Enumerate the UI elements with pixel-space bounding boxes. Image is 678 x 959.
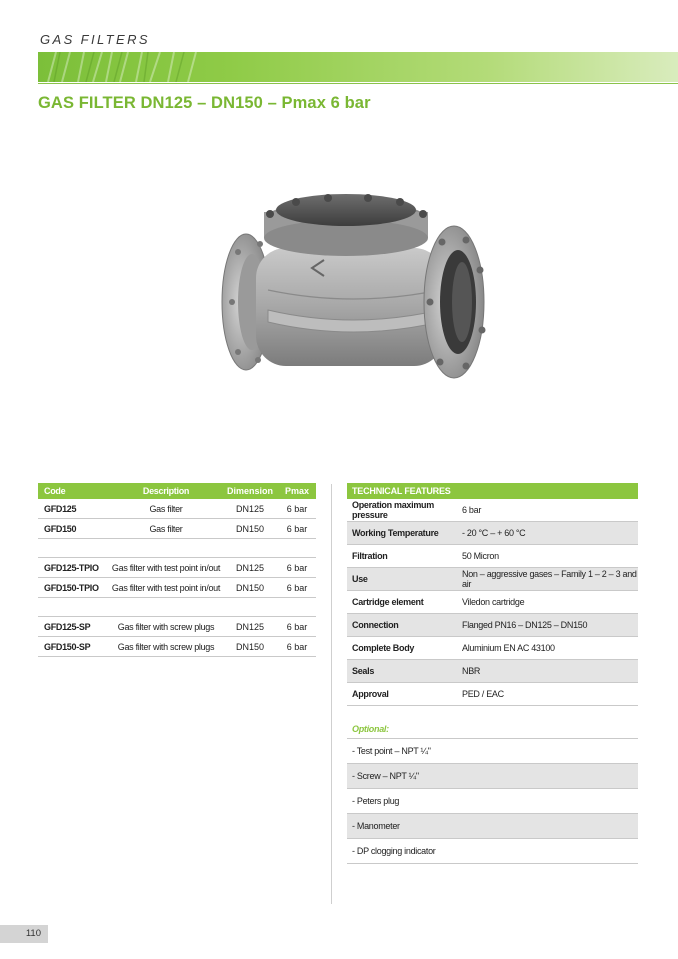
optional-item: - Peters plug [347, 789, 638, 814]
group-spacer [38, 598, 316, 617]
cell-pmax: 6 bar [286, 523, 308, 534]
header-description: Description [142, 486, 190, 496]
technical-features-table [347, 483, 638, 864]
feature-row [347, 499, 638, 522]
cell-code: GFD150-TPIO [44, 582, 99, 593]
cell-pmax: 6 bar [286, 621, 308, 632]
optional-item: - DP clogging indicator [347, 839, 638, 864]
feature-value: PED / EAC [462, 689, 504, 699]
cell-dimension: DN150 [235, 641, 264, 652]
feature-row [347, 568, 638, 591]
cell-code: GFD125-SP [44, 621, 91, 632]
feature-label: Working Temperature [352, 528, 439, 538]
feature-label: Seals [352, 666, 375, 676]
table-row [38, 519, 316, 539]
optional-item: - Screw – NPT ¼" [347, 764, 638, 789]
feature-label: Cartridge element [352, 597, 424, 607]
cell-description: Gas filter [149, 503, 183, 514]
cell-description: Gas filter with test point in/out [111, 562, 221, 573]
header-pmax: Pmax [284, 486, 310, 496]
feature-row [347, 637, 638, 660]
feature-value: - 20 °C – + 60 °C [462, 528, 526, 538]
cell-code: GFD125-TPIO [44, 562, 99, 573]
cell-pmax: 6 bar [286, 562, 308, 573]
technical-features-header: TECHNICAL FEATURES [347, 483, 638, 499]
gas-filter-product-image [218, 190, 488, 400]
cell-code: GFD150-SP [44, 641, 91, 652]
table-row [38, 558, 316, 578]
cell-description: Gas filter [149, 523, 183, 534]
page-number: 110 [0, 925, 48, 943]
cell-description: Gas filter with screw plugs [117, 641, 215, 652]
cell-dimension: DN150 [235, 582, 264, 593]
table-row [38, 578, 316, 598]
header-code: Code [44, 486, 66, 496]
cell-pmax: 6 bar [286, 503, 308, 514]
product-code-table [38, 483, 316, 657]
stripe-pattern [38, 52, 678, 82]
optional-item: - Test point – NPT ¼" [347, 739, 638, 764]
feature-label: Connection [352, 620, 399, 630]
feature-value: 50 Micron [462, 551, 499, 561]
feature-label: Filtration [352, 551, 388, 561]
group-spacer [38, 539, 316, 558]
feature-row [347, 545, 638, 568]
table-row [38, 637, 316, 657]
header-dimension: Dimension [226, 486, 273, 496]
cell-dimension: DN125 [235, 562, 264, 573]
feature-row [347, 660, 638, 683]
cell-dimension: DN150 [235, 523, 264, 534]
feature-value: Non – aggressive gases – Family 1 – 2 – 3 and air [462, 569, 637, 589]
cell-description: Gas filter with screw plugs [117, 621, 215, 632]
feature-label: Use [352, 574, 368, 584]
cell-pmax: 6 bar [286, 582, 308, 593]
feature-value: Viledon cartridge [462, 597, 525, 607]
feature-label: Approval [352, 689, 389, 699]
feature-value: 6 bar [462, 505, 482, 515]
feature-row [347, 614, 638, 637]
table-header [38, 483, 316, 499]
feature-value: NBR [462, 666, 481, 676]
optional-title: Optional: [347, 720, 638, 739]
cell-code: GFD150 [44, 523, 77, 534]
feature-row [347, 522, 638, 545]
feature-row [347, 683, 638, 706]
header-rule [38, 83, 678, 84]
column-divider [331, 484, 332, 904]
page-title: GAS FILTER DN125 – DN150 – Pmax 6 bar [38, 94, 371, 112]
feature-row [347, 591, 638, 614]
feature-value: Flanged PN16 – DN125 – DN150 [462, 620, 588, 630]
feature-label: Operation maximum pressure [352, 500, 434, 520]
cell-dimension: DN125 [235, 621, 264, 632]
cell-dimension: DN125 [235, 503, 264, 514]
cell-description: Gas filter with test point in/out [111, 582, 221, 593]
cell-pmax: 6 bar [286, 641, 308, 652]
table-row [38, 499, 316, 519]
feature-value: Aluminium EN AC 43100 [462, 643, 555, 653]
cell-code: GFD125 [44, 503, 77, 514]
feature-label: Complete Body [352, 643, 415, 653]
optional-item: - Manometer [347, 814, 638, 839]
table-row [38, 617, 316, 637]
header-green-band [38, 52, 678, 82]
section-label: GAS FILTERS [40, 32, 150, 47]
